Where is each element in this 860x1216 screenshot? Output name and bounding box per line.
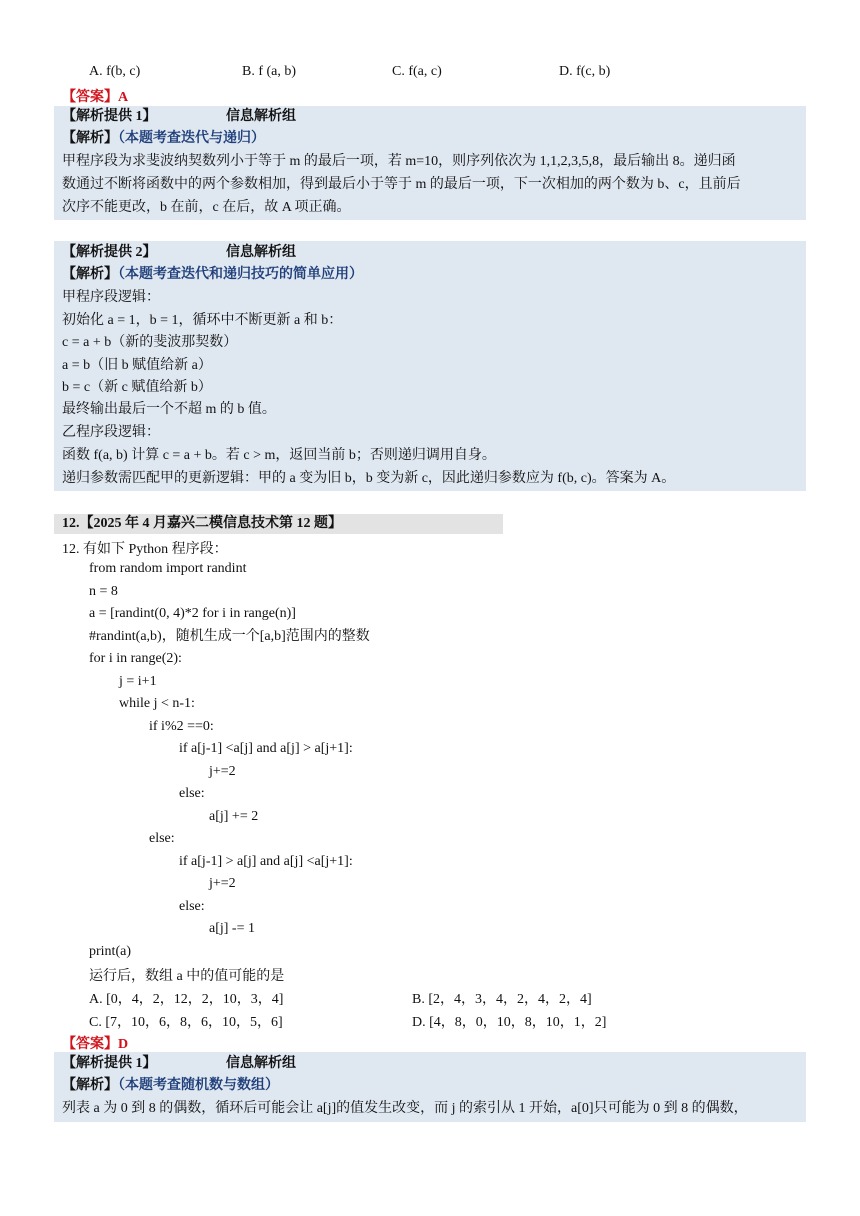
code-line: if a[j-1] > a[j] and a[j] <a[j+1]: xyxy=(179,854,353,869)
provider-group: 信息解析组 xyxy=(226,1056,296,1071)
analysis-line: 最终输出最后一个不超 m 的 b 值。 xyxy=(62,402,276,417)
analysis-label: 【解析】 xyxy=(62,267,118,282)
answer xyxy=(62,1033,128,1053)
analysis-line: 甲程序段逻辑： xyxy=(62,290,160,305)
analysis-topic: （本题考查随机数与数组） xyxy=(118,1078,279,1093)
question-header: 12.【2025 年 4 月嘉兴二模信息技术第 12 题】 xyxy=(62,516,342,531)
code-line: else: xyxy=(179,786,205,801)
provider-label: 【解析提供 2】 xyxy=(62,245,157,260)
code-line: #randint(a,b)，随机生成一个[a,b]范围内的整数 xyxy=(89,629,370,644)
analysis-line: c = a + b（新的斐波那契数） xyxy=(62,335,238,350)
analysis-heading xyxy=(62,128,265,150)
answer-label: 【答案】 xyxy=(62,1037,118,1052)
analysis-line: 列表 a 为 0 到 8 的偶数，循环后可能会让 a[j]的值发生改变，而 j 的索引从 1 开始，a[0]只可能为 0 到 8 的偶数， xyxy=(62,1101,748,1116)
analysis-topic: （本题考查迭代与递归） xyxy=(118,131,265,146)
analysis-line: a = b（旧 b 赋值给新 a） xyxy=(62,358,212,373)
analysis-box-3 xyxy=(54,1052,806,1122)
answer-value: D xyxy=(118,1037,129,1052)
analysis-heading xyxy=(62,264,363,286)
option-c: C. [7，10，6，8，6，10，5，6] xyxy=(89,1015,283,1030)
provider-label: 【解析提供 1】 xyxy=(62,109,157,124)
code-line: if a[j-1] <a[j] and a[j] > a[j+1]: xyxy=(179,741,353,756)
question-stem: 12. 有如下 Python 程序段： xyxy=(62,542,228,557)
analysis-line: 乙程序段逻辑： xyxy=(62,425,160,440)
code-line: n = 8 xyxy=(89,584,118,599)
analysis-provider xyxy=(62,1053,296,1075)
code-line: from random import randint xyxy=(89,561,247,576)
code-line: a[j] += 2 xyxy=(209,809,259,824)
code-line: a = [randint(0, 4)*2 for i in range(n)] xyxy=(89,606,296,621)
code-line: if i%2 ==0: xyxy=(149,719,214,734)
provider-group: 信息解析组 xyxy=(226,245,296,260)
provider-label: 【解析提供 1】 xyxy=(62,1056,157,1071)
analysis-box-2 xyxy=(54,241,806,491)
question-prompt: 运行后，数组 a 中的值可能的是 xyxy=(89,969,285,984)
prev-option-b: B. f (a, b) xyxy=(242,64,297,79)
analysis-label: 【解析】 xyxy=(62,1078,118,1093)
code-line: print(a) xyxy=(89,944,131,959)
prev-option-a: A. f(b, c) xyxy=(89,64,141,79)
code-line: while j < n-1: xyxy=(119,696,195,711)
analysis-provider xyxy=(62,106,296,128)
prev-answer-label: 【答案】 xyxy=(62,90,118,105)
code-line: a[j] -= 1 xyxy=(209,921,255,936)
provider-group: 信息解析组 xyxy=(226,109,296,124)
analysis-line: 函数 f(a, b) 计算 c = a + b。若 c > m，返回当前 b；否则递归调用自身。 xyxy=(62,448,496,463)
analysis-provider xyxy=(62,242,296,264)
option-b: B. [2，4，3，4，2，4，2，4] xyxy=(412,992,592,1007)
code-line: j+=2 xyxy=(209,764,236,779)
analysis-line: b = c（新 c 赋值给新 b） xyxy=(62,380,212,395)
prev-answer-value: A xyxy=(118,90,129,105)
analysis-line: 初始化 a = 1，b = 1，循环中不断更新 a 和 b： xyxy=(62,313,343,328)
option-a: A. [0，4，2，12，2，10，3，4] xyxy=(89,992,284,1007)
code-line: for i in range(2): xyxy=(89,651,182,666)
code-line: else: xyxy=(149,831,175,846)
analysis-line: 数通过不断将函数中的两个参数相加，得到最后小于等于 m 的最后一项，下一次相加的两个数为 b、c，且前后 xyxy=(62,177,741,192)
prev-option-d: D. f(c, b) xyxy=(559,64,611,79)
analysis-topic: （本题考查迭代和递归技巧的简单应用） xyxy=(118,267,363,282)
prev-option-c: C. f(a, c) xyxy=(392,64,442,79)
option-d: D. [4，8，0，10，8，10，1，2] xyxy=(412,1015,607,1030)
analysis-heading xyxy=(62,1075,279,1097)
analysis-box-1 xyxy=(54,106,806,220)
analysis-line: 甲程序段为求斐波纳契数列小于等于 m 的最后一项，若 m=10，则序列依次为 1,1,2,3,5,8，最后输出 8。递归函 xyxy=(62,154,736,169)
code-line: j = i+1 xyxy=(119,674,157,689)
analysis-line: 次序不能更改，b 在前，c 在后，故 A 项正确。 xyxy=(62,200,351,215)
code-line: j+=2 xyxy=(209,876,236,891)
code-line: else: xyxy=(179,899,205,914)
analysis-line: 递归参数需匹配甲的更新逻辑：甲的 a 变为旧 b，b 变为新 c，因此递归参数应为 f(b, c)。答案为 A。 xyxy=(62,471,676,486)
prev-answer xyxy=(62,86,128,106)
analysis-label: 【解析】 xyxy=(62,131,118,146)
